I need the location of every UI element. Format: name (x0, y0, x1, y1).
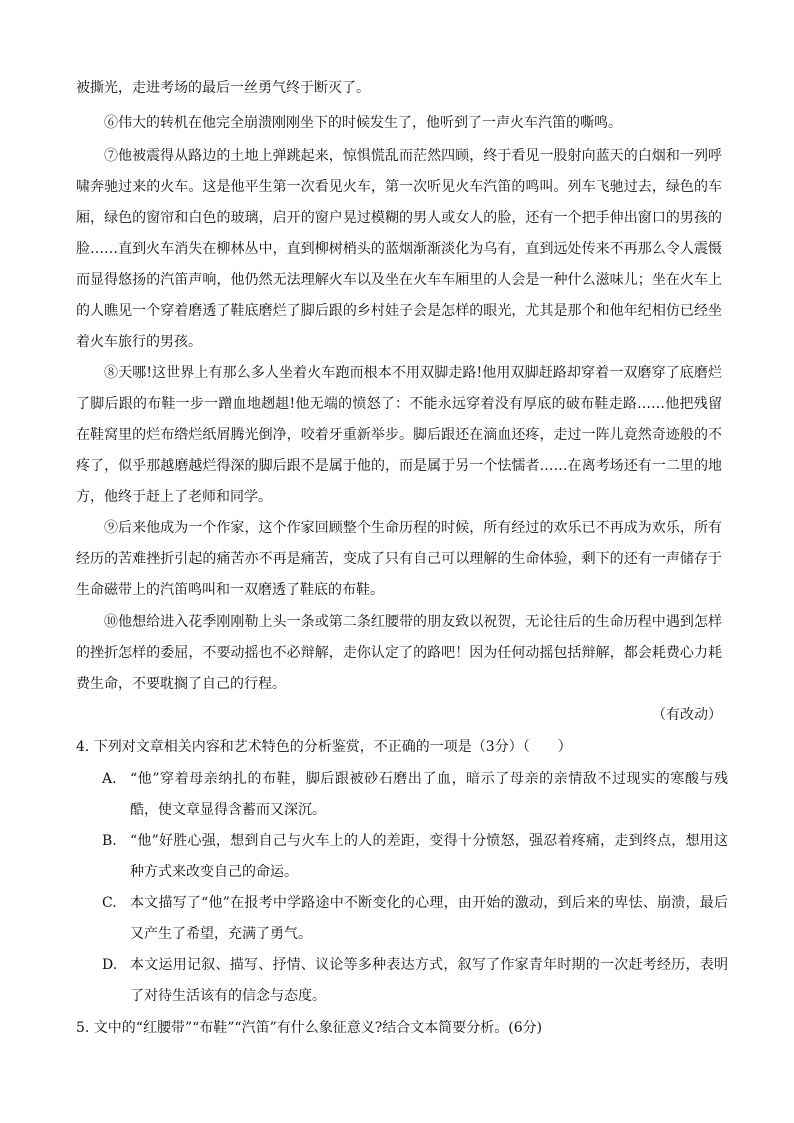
option-d-letter: D. (102, 957, 118, 973)
paragraph-9: ⑨后来他成为一个作家，这个作家回顾整个生命历程的时候，所有经过的欢乐已不再成为欢乐，所有经历的苦难挫折引起的痛苦亦不再是痛苦，变成了只有自己可以理解的生命体验，剩下的还有一声储存于生命磁带上的汽笛鸣叫和一双磨透了鞋底的布鞋。 (76, 520, 722, 598)
option-d-text: 本文运用记叙、描写、抒情、议论等多种表达方式，叙写了作家青年时期的一次赶考经历，表明了对待生活该有的信念与态度。 (130, 957, 728, 1004)
option-a-letter: A. (102, 771, 117, 787)
question-5-stem: 5. 文中的“红腰带”“布鞋”“汽笛”有什么象征意义?结合文本简要分析。(6分) (76, 1020, 543, 1036)
paragraph-5-tail: 被撕光，走进考场的最后一丝勇气终于断灭了。 (76, 80, 370, 96)
option-c (102, 888, 728, 950)
option-b-letter: B. (102, 833, 117, 849)
option-b (102, 826, 728, 888)
question-4-options (102, 764, 728, 1012)
source-note: （有改动） (652, 707, 722, 723)
option-c-letter: C. (102, 895, 117, 911)
paragraph-7: ⑦他被震得从路边的土地上弹跳起来，惊惧慌乱而茫然四顾，终于看见一股射向蓝天的白烟和一列呼啸奔驰过来的火车。这是他平生第一次看见火车，第一次听见火车汽笛的鸣叫。列车飞驰过去，绿色的车厢，绿色的窗帘和白色的玻璃，启开的窗户晃过模糊的男人或女人的脸，还有一个把手伸出窗口的男孩的脸……直到火车消失在柳林丛中，直到柳树梢头的蓝烟渐渐淡化为乌有，直到远处传来不再那么令人震慑而显得悠扬的汽笛声响，他仍然无法理解火车以及坐在火车车厢里的人会是一种什么滋味儿；坐在火车上的人瞧见一个穿着磨透了鞋底磨烂了脚后跟的乡村娃子会是怎样的眼光，尤其是那个和他年纪相仿已经坐着火车旅行的男孩。 (76, 148, 722, 350)
option-a-text: “他”穿着母亲纳扎的布鞋，脚后跟被砂石磨出了血，暗示了母亲的亲情敌不过现实的寒酸与残酷，使文章显得含蓄而又深沉。 (130, 771, 728, 818)
option-b-text: “他”好胜心强，想到自己与火车上的人的差距，变得十分愤怒，强忍着疼痛，走到终点，想用这种方式来改变自己的命运。 (130, 833, 728, 880)
option-c-text: 本文描写了“他”在报考中学路途中不断变化的心理，由开始的激动，到后来的卑怯、崩溃，最后又产生了希望，充满了勇气。 (130, 895, 728, 942)
option-a (102, 764, 728, 826)
paragraph-10: ⑩他想给进入花季刚刚勒上头一条或第二条红腰带的朋友致以祝贺，无论往后的生命历程中遇到怎样的挫折怎样的委屈，不要动摇也不必辩解，走你认定了的路吧！因为任何动摇包括辩解，都会耗费心力耗费生命，不要耽搁了自己的行程。 (76, 614, 722, 692)
paragraph-8: ⑧天哪!这世界上有那么多人坐着火车跑而根本不用双脚走路!他用双脚赶路却穿着一双磨穿了底磨烂了脚后跟的布鞋一步一蹭血地趔趄!他无端的愤怒了：不能永远穿着没有厚底的破布鞋走路……他把残留在鞋窝里的烂布绺烂纸屑腾光倒净，咬着牙重新举步。脚后跟还在滴血还疼，走过一阵儿竟然奇迹般的不疼了，似乎那越磨越烂得深的脚后跟不是属于他的，而是属于另一个怯懦者……在离考场还有一二里的地方，他终于赶上了老师和同学。 (76, 365, 722, 505)
option-d (102, 950, 728, 1012)
question-4-stem: 4. 下列对文章相关内容和艺术特色的分析鉴赏，不正确的一项是（3分）（ ） (76, 739, 572, 755)
paragraph-6: ⑥伟大的转机在他完全崩溃刚刚坐下的时候发生了，他听到了一声火车汽笛的嘶鸣。 (104, 115, 622, 131)
